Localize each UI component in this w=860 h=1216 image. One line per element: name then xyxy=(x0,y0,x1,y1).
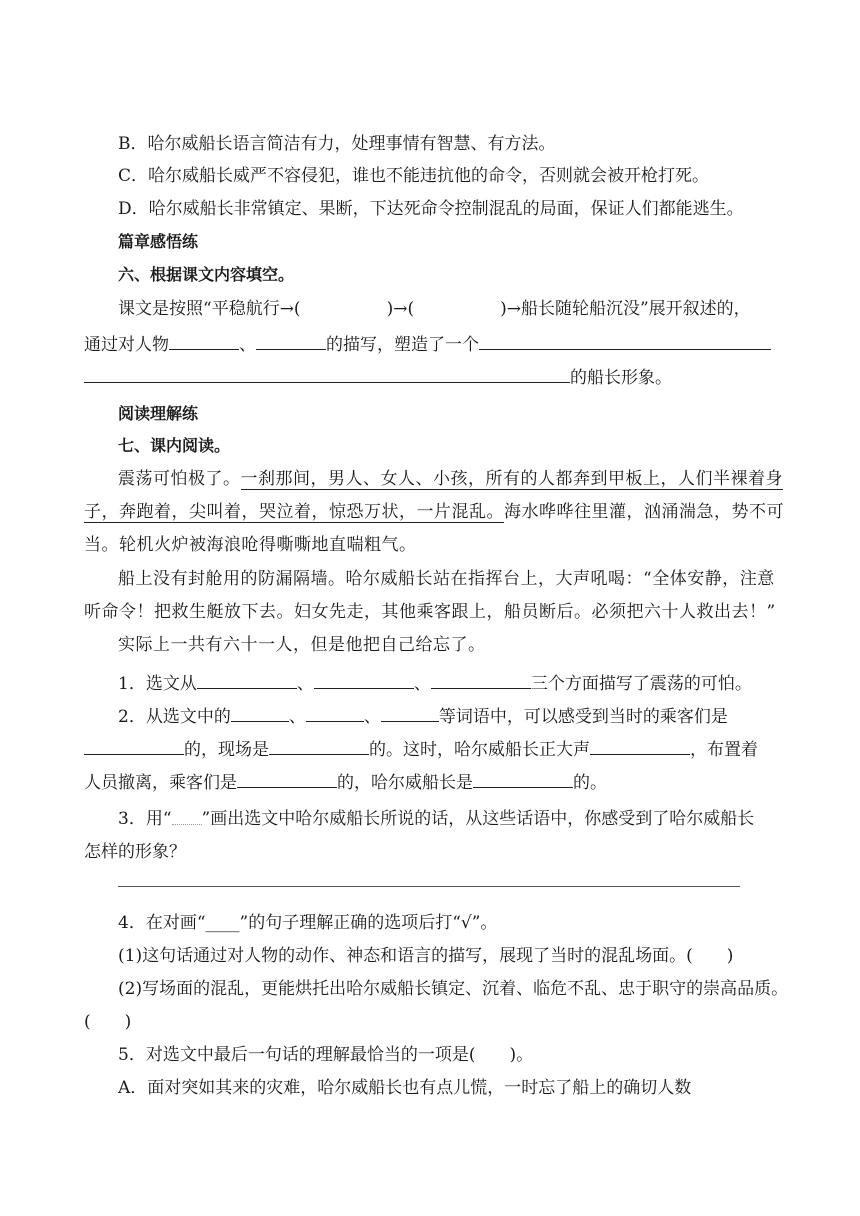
answer-blank[interactable] xyxy=(169,333,239,350)
q2-text: ，布置着 xyxy=(690,740,758,760)
question-4-option-2-paren: ( ) xyxy=(84,1012,132,1032)
q2-text: 等词语中，可以感受到当时的乘客们是 xyxy=(438,707,728,727)
answer-blank[interactable] xyxy=(84,366,570,383)
question-3-line-2: 怎样的形象？ xyxy=(84,842,186,862)
q6-line-2 xyxy=(84,333,771,357)
passage-text: 海水哗哗往里灌，汹涌湍急，势不可 xyxy=(504,502,784,522)
underlined-sentence: 一刹那间，男人、女人、小孩，所有的人都奔到甲板上，人们半裸着身 xyxy=(240,469,783,489)
answer-blank[interactable] xyxy=(314,672,414,689)
answer-line[interactable] xyxy=(118,886,740,887)
q2-text: 的，现场是 xyxy=(184,740,269,760)
passage-line: 实际上一共有六十一人，但是他把自己给忘了。 xyxy=(118,635,486,655)
q2-text: 2．从选文中的 xyxy=(118,707,231,727)
question-5-option-a: A．面对突如其来的灾难，哈尔威船长也有点儿慌，一时忘了船上的确切人数 xyxy=(118,1078,692,1098)
option-c: C．哈尔威船长威严不容侵犯，谁也不能违抗他的命令，否则就会被开枪打死。 xyxy=(118,166,710,186)
passage-line xyxy=(84,500,784,524)
q6-line-1 xyxy=(118,297,751,321)
q2-text: 、 xyxy=(288,707,306,727)
question-1 xyxy=(118,672,752,696)
q1-text: 1．选文从 xyxy=(118,674,197,694)
q2-text: 的，哈尔威船长是 xyxy=(337,773,473,793)
q2-text: 的。这时，哈尔威船长正大声 xyxy=(369,740,590,760)
answer-blank[interactable] xyxy=(431,672,531,689)
q1-text: 、 xyxy=(296,674,314,694)
underlined-sentence: 子，奔跑着，尖叫着，哭泣着，惊恐万状，一片混乱。 xyxy=(84,502,504,522)
question-7-title: 七、课内阅读。 xyxy=(118,436,231,455)
question-5: 5．对选文中最后一句话的理解最恰当的一项是( )。 xyxy=(118,1045,534,1065)
q2-text: 人员撤离，乘客们是 xyxy=(84,773,237,793)
option-b: B．哈尔威船长语言简洁有力，处理事情有智慧、有方法。 xyxy=(118,134,556,154)
q6-text: )→( xyxy=(386,299,415,319)
passage-line: 听命令！把救生艇放下去。妇女先走，其他乘客跟上，船员断后。必须把六十人救出去！” xyxy=(84,602,776,622)
q3-text: ”画出选文中哈尔威船长所说的话，从这些话语中，你感受到了哈尔威船长 xyxy=(201,809,755,829)
question-2-line-3 xyxy=(84,771,607,795)
question-2-line-2 xyxy=(84,738,758,762)
option-d: D．哈尔威船长非常镇定、果断，下达死命令控制混乱的局面，保证人们都能逃生。 xyxy=(118,199,744,219)
answer-blank[interactable] xyxy=(197,672,297,689)
answer-blank[interactable] xyxy=(237,771,337,788)
q6-text: 、 xyxy=(239,335,256,355)
answer-blank[interactable] xyxy=(84,738,184,755)
q6-text: 课文是按照“平稳航行→( xyxy=(118,299,301,319)
q6-line-3 xyxy=(84,366,672,390)
q3-text: 3．用“ xyxy=(118,809,172,829)
passage-line: 当。轮机火炉被海浪呛得嘶嘶地直喘粗气。 xyxy=(84,535,417,555)
q6-text: 的描写，塑造了一个 xyxy=(326,335,479,355)
answer-blank[interactable] xyxy=(590,738,690,755)
question-4-option-1: (1)这句话通过对人物的动作、神态和语言的描写，展现了当时的混乱场面。( ) xyxy=(118,946,734,966)
q6-text: 的船长形象。 xyxy=(570,368,672,388)
section-heading: 阅读理解练 xyxy=(118,404,199,423)
q2-text: 的。 xyxy=(573,773,607,793)
passage-line: 船上没有封舱用的防漏隔墙。哈尔威船长站在指挥台上，大声吼喝：“全体安静，注意 xyxy=(118,569,775,589)
question-3-line-1 xyxy=(118,807,754,831)
answer-blank[interactable] xyxy=(256,333,326,350)
section-heading: 篇章感悟练 xyxy=(118,232,199,251)
q2-text: 、 xyxy=(363,707,381,727)
answer-blank[interactable] xyxy=(231,705,289,722)
passage-line xyxy=(118,467,783,491)
answer-blank[interactable] xyxy=(269,738,369,755)
question-2-line-1 xyxy=(118,705,728,729)
question-6-title: 六、根据课文内容填空。 xyxy=(118,265,295,284)
question-4: 4．在对画“____”的句子理解正确的选项后打“√”。 xyxy=(118,913,498,933)
wavy-underline-mark xyxy=(172,814,202,825)
question-4-option-2: (2)写场面的混乱，更能烘托出哈尔威船长镇定、沉着、临危不乱、忠于职守的崇高品质。 xyxy=(118,979,789,999)
q6-text: )→船长随轮船沉没”展开叙述的， xyxy=(500,299,751,319)
answer-blank[interactable] xyxy=(479,333,771,350)
answer-blank[interactable] xyxy=(473,771,573,788)
passage-text: 震荡可怕极了。 xyxy=(118,469,241,489)
answer-blank[interactable] xyxy=(381,705,439,722)
q6-text: 通过对人物 xyxy=(84,335,169,355)
answer-blank[interactable] xyxy=(306,705,364,722)
q1-text: 、 xyxy=(413,674,431,694)
q1-text: 三个方面描写了震荡的可怕。 xyxy=(530,674,752,694)
